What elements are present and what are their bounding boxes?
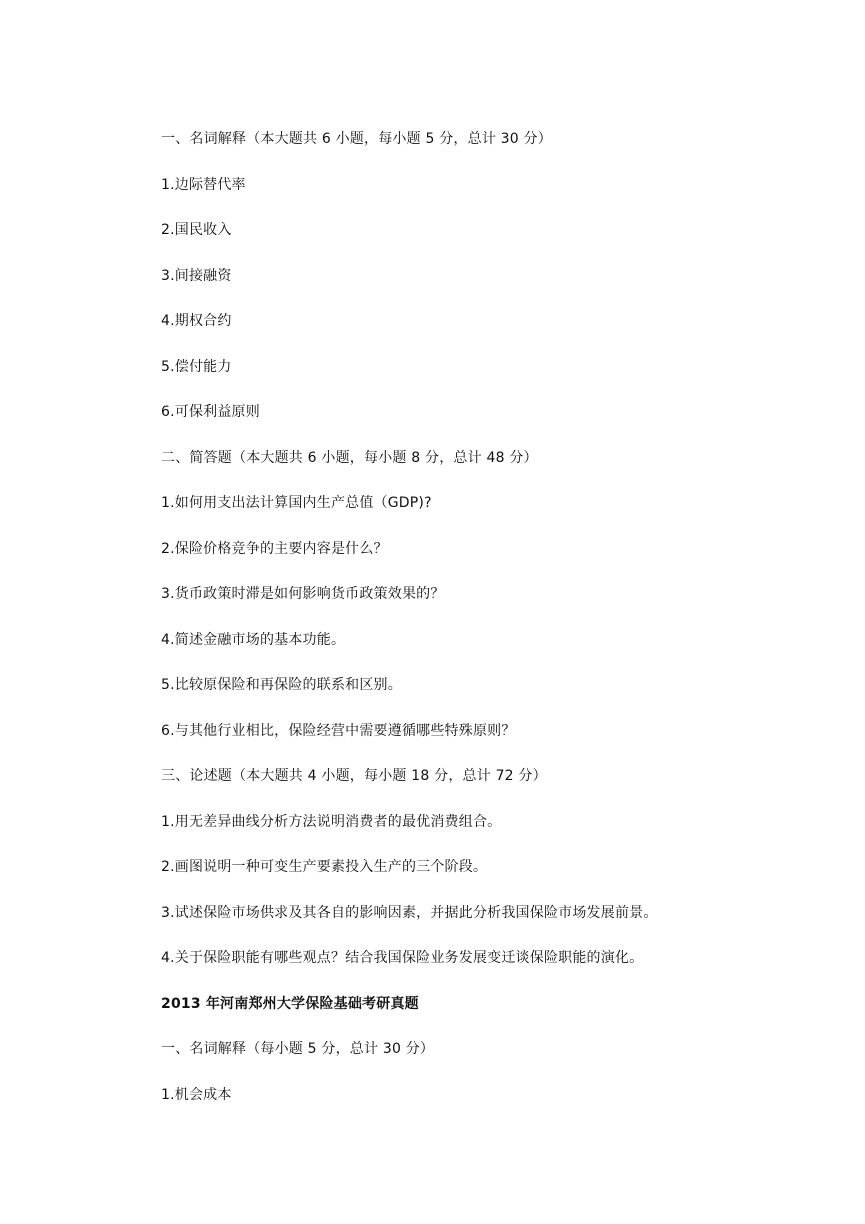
question-item: 1.边际替代率 (161, 177, 246, 193)
question-item: 2.保险价格竞争的主要内容是什么？ (161, 541, 388, 557)
section-heading-short-answer: 二、简答题（本大题共 6 小题，每小题 8 分，总计 48 分） (161, 450, 538, 466)
question-item: 1.如何用支出法计算国内生产总值（GDP)? (161, 495, 432, 511)
question-item: 2.画图说明一种可变生产要素投入生产的三个阶段。 (161, 859, 488, 875)
question-item: 3.货币政策时滞是如何影响货币政策效果的？ (161, 586, 445, 602)
question-item: 5.偿付能力 (161, 359, 232, 375)
question-item: 6.可保利益原则 (161, 404, 260, 420)
question-item: 4.关于保险职能有哪些观点？结合我国保险业务发展变迁谈保险职能的演化。 (161, 950, 644, 966)
question-item: 1.机会成本 (161, 1087, 232, 1103)
question-item: 4.期权合约 (161, 313, 232, 329)
question-item: 5.比较原保险和再保险的联系和区别。 (161, 677, 402, 693)
question-item: 1.用无差异曲线分析方法说明消费者的最优消费组合。 (161, 814, 502, 830)
exam-title: 2013 年河南郑州大学保险基础考研真题 (161, 996, 419, 1012)
question-item: 3.试述保险市场供求及其各自的影响因素，并据此分析我国保险市场发展前景。 (161, 905, 658, 921)
question-item: 3.间接融资 (161, 268, 232, 284)
question-item: 6.与其他行业相比，保险经营中需要遵循哪些特殊原则？ (161, 723, 516, 739)
section-heading-noun-explanation-2013: 一、名词解释（每小题 5 分，总计 30 分） (161, 1041, 435, 1057)
section-heading-essay: 三、论述题（本大题共 4 小题，每小题 18 分，总计 72 分） (161, 768, 547, 784)
question-item: 2.国民收入 (161, 222, 232, 238)
section-heading-noun-explanation: 一、名词解释（本大题共 6 小题，每小题 5 分，总计 30 分） (161, 131, 552, 147)
question-item: 4.简述金融市场的基本功能。 (161, 632, 346, 648)
